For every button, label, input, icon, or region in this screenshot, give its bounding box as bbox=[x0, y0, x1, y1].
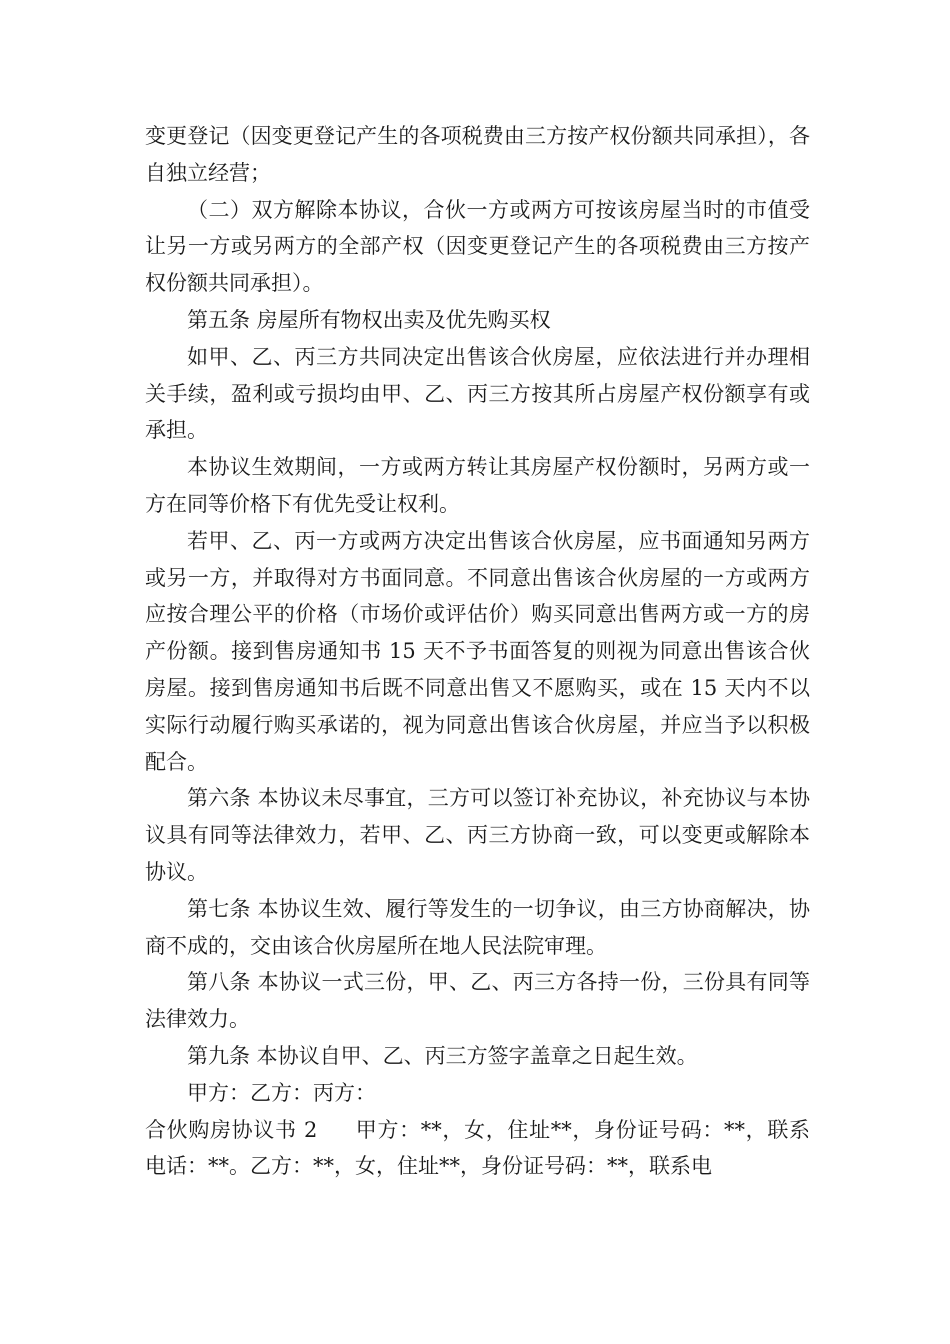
second-agreement-title: 合伙购房协议书 2 bbox=[145, 1117, 318, 1142]
article-7-disputes: 第七条 本协议生效、履行等发生的一切争议，由三方协商解决，协商不成的，交由该合伙房屋所在地人民法院审理。 bbox=[145, 896, 810, 958]
article-9-effective: 第九条 本协议自甲、乙、丙三方签字盖章之日起生效。 bbox=[187, 1043, 698, 1068]
article-5-heading: 第五条 房屋所有物权出卖及优先购买权 bbox=[187, 307, 551, 332]
signature-parties-line: 甲方：乙方：丙方： bbox=[187, 1080, 376, 1105]
second-agreement-paragraph bbox=[145, 1112, 810, 1186]
article-8-copies: 第八条 本协议一式三份，甲、乙、丙三方各持一份，三份具有同等法律效力。 bbox=[145, 970, 810, 1032]
article-6-supplementary: 第六条 本协议未尽事宜，三方可以签订补充协议，补充协议与本协议具有同等法律效力，若甲、乙、丙三方协商一致，可以变更或解除本协议。 bbox=[145, 786, 810, 884]
paragraph-registration-change: 变更登记（因变更登记产生的各项税费由三方按产权份额共同承担），各自独立经营； bbox=[145, 124, 810, 185]
document-page bbox=[145, 118, 810, 1185]
paragraph-dissolution-clause: （二）双方解除本协议，合伙一方或两方可按该房屋当时的市值受让另一方或另两方的全部产权（因变更登记产生的各项税费由三方按产权份额共同承担）。 bbox=[145, 197, 810, 296]
paragraph-joint-sale: 如甲、乙、丙三方共同决定出售该合伙房屋，应依法进行并办理相关手续，盈利或亏损均由甲、乙、丙三方按其所占房屋产权份额享有或承担。 bbox=[145, 344, 810, 443]
paragraph-priority-purchase: 本协议生效期间，一方或两方转让其房屋产权份额时，另两方或一方在同等价格下有优先受让权利。 bbox=[145, 455, 810, 516]
paragraph-sale-notice: 若甲、乙、丙一方或两方决定出售该合伙房屋，应书面通知另两方或另一方，并取得对方书面同意。不同意出售该合伙房屋的一方或两方应按合理公平的价格（市场价或评估价）购买同意出售两方或一方的房产份额。接到售房通知书 15 天不予书面答复的则视为同意出售该合伙房屋。接到售房通知书后既不同意出售又不愿购买，或在 15 天内不以实际行动履行购买承诺的，视为同意出售该合伙房屋，并应当予以积极配合。 bbox=[145, 528, 810, 774]
second-agreement-parties: 甲方：**，女，住址**，身份证号码：**，联系电话：**。乙方：**，女，住址**，身份证号码：**，联系电 bbox=[145, 1117, 810, 1179]
